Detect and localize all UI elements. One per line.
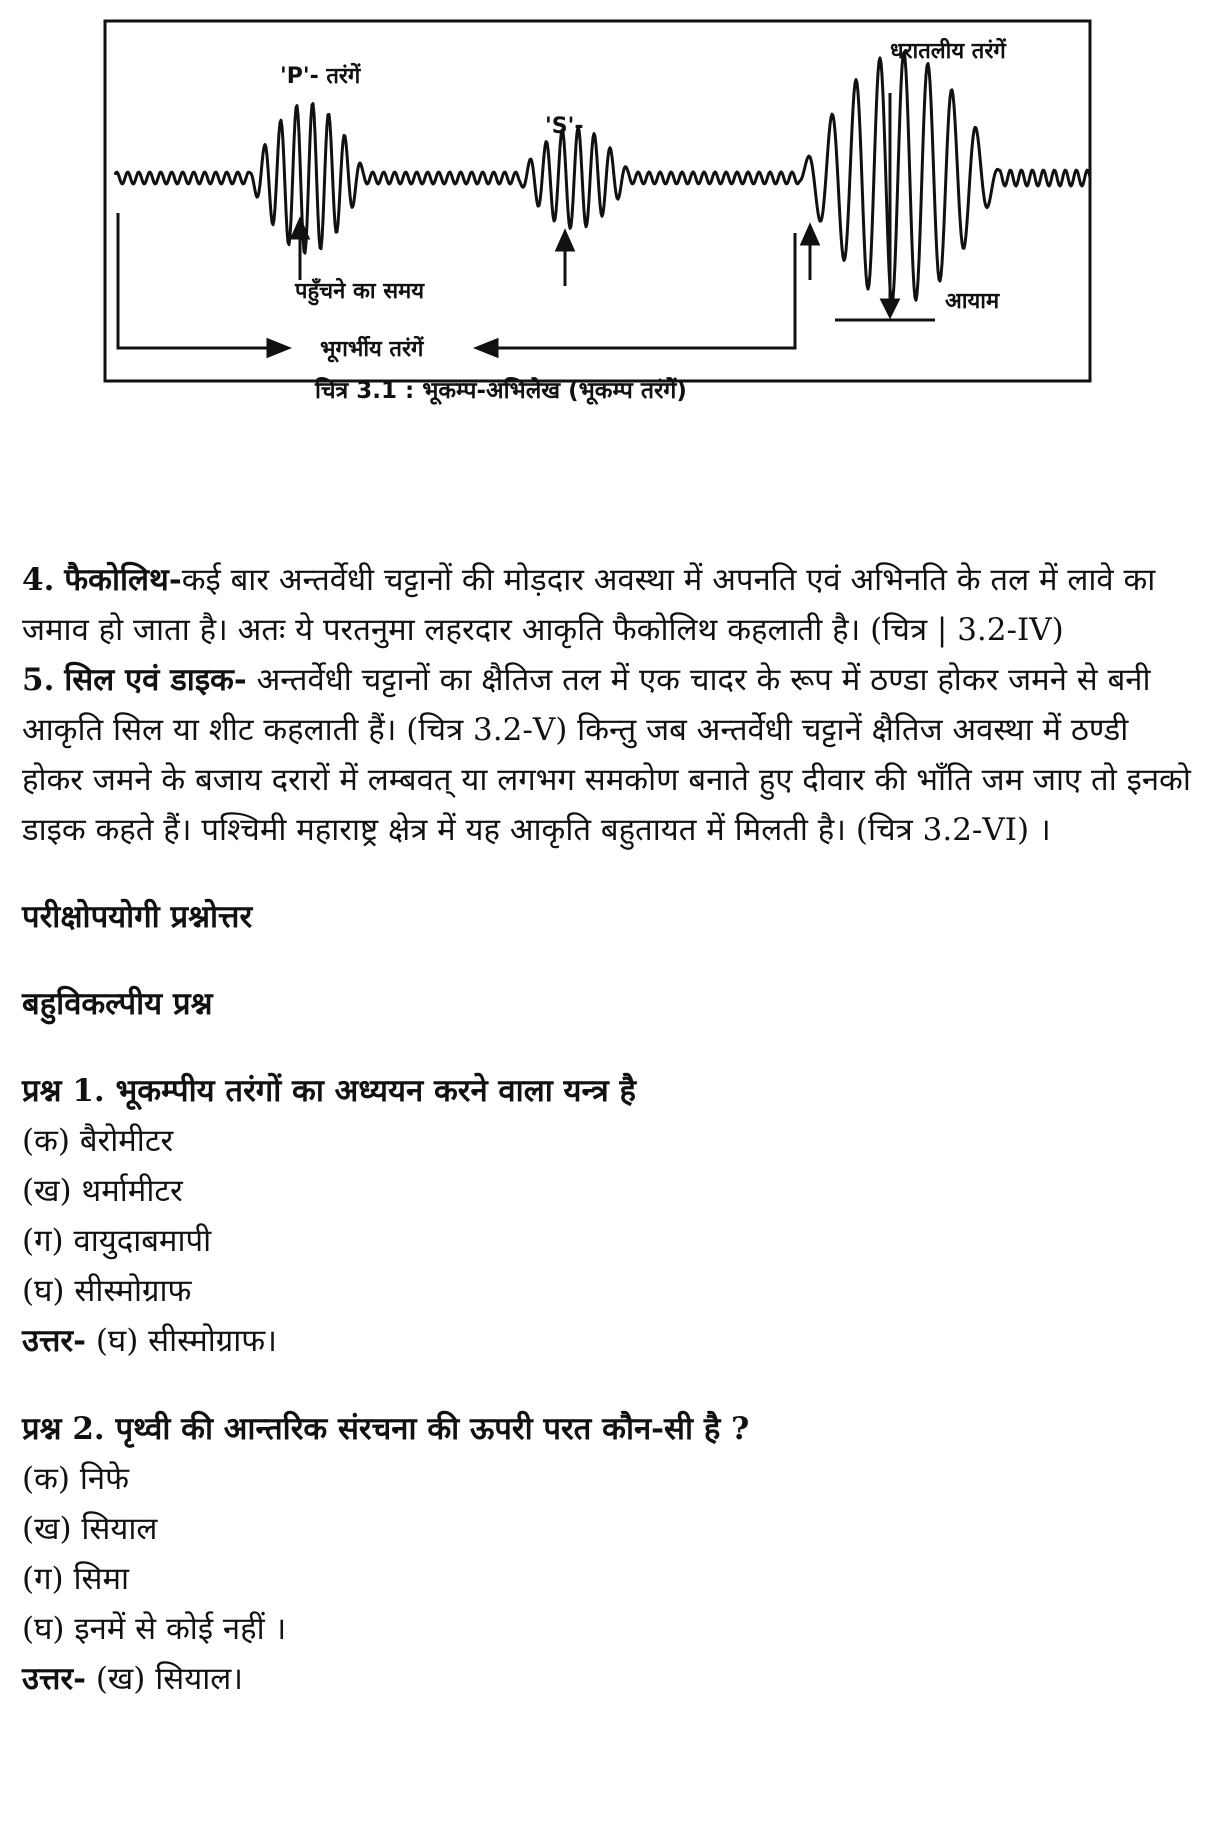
para4-number: 4. — [22, 562, 55, 598]
subsection-heading: बहुविकल्पीय प्रश्न — [22, 986, 213, 1022]
figure-caption: चित्र 3.1 : भूकम्प-अभिलेख (भूकम्प तरंगें) — [315, 378, 687, 404]
paragraph-phacolith — [22, 555, 1192, 655]
label-surface-waves: धरातलीय तरंगें — [890, 39, 1006, 64]
question-2-option-b: (ख) सियाल — [22, 1511, 158, 1547]
para5-number: 5. — [22, 662, 55, 698]
answer-label: उत्तर- — [22, 1323, 86, 1359]
question-1-answer — [22, 1316, 1192, 1366]
question-block-2 — [22, 1404, 1192, 1704]
question-block-1 — [22, 1066, 1192, 1366]
arrival-arrow-s — [557, 232, 573, 286]
para4-text: कई बार अन्तर्वेधी चट्टानों की मोड़दार अवस्था में अपनति एवं अभिनति के तल में लावे का जमाव हो जाता है। अतः ये परतनुमा लहरदार आकृति फैकोलिथ कहलाती है। (चित्र | 3.2-IV) — [22, 562, 1156, 648]
question-2-answer — [22, 1654, 1192, 1704]
question-1-option-c: (ग) वायुदाबमापी — [22, 1223, 212, 1259]
para5-text: अन्तर्वेधी चट्टानों का क्षैतिज तल में एक चादर के रूप में ठण्डा होकर जमने से बनी आकृति सिल या शीट कहलाती हैं। (चित्र 3.2-V) किन्तु जब अन्तर्वेधी चट्टानें क्षैतिज अवस्था में ठण्डी होकर जमने के बजाय दरारों में लम्बवत् या लगभग समकोण बनाते हुए दीवार की भाँति जम जाए तो इनको डाइक कहते हैं। पश्चिमी महाराष्ट्र क्षेत्र में यह आकृति बहुतायत में मिलती है। (चित्र 3.2-VI) । — [22, 662, 1191, 848]
label-p-waves: 'P'- तरंगें — [280, 64, 361, 89]
answer-text: (घ) सीस्मोग्राफ। — [85, 1323, 277, 1359]
answer-text: (ख) सियाल। — [85, 1661, 243, 1697]
section-heading: परीक्षोपयोगी प्रश्नोत्तर — [22, 899, 253, 935]
paragraph-sill-dyke — [22, 655, 1192, 855]
question-1-text: प्रश्न 1. भूकम्पीय तरंगों का अध्ययन करने वाला यन्त्र है — [22, 1073, 636, 1109]
question-2-option-c: (ग) सिमा — [22, 1561, 130, 1597]
label-amplitude: आयाम — [945, 289, 1000, 314]
body-waves-bracket — [118, 213, 795, 356]
text-body — [22, 555, 1192, 1704]
label-s-waves: 'S'- — [545, 114, 584, 139]
question-1-option-b: (ख) थर्मामीटर — [22, 1173, 183, 1209]
answer-label: उत्तर- — [22, 1661, 86, 1697]
question-2-text: प्रश्न 2. पृथ्वी की आन्तरिक संरचना की ऊपरी परत कौन-सी है ? — [22, 1411, 750, 1447]
label-arrival-time: पहुँचने का समय — [295, 279, 425, 304]
question-1-option-a: (क) बैरोमीटर — [22, 1123, 174, 1159]
arrival-arrow-surface — [802, 226, 818, 280]
seismogram-figure — [100, 18, 1120, 488]
label-body-waves: भूगर्भीय तरंगें — [320, 337, 424, 362]
question-1-option-d: (घ) सीस्मोग्राफ — [22, 1273, 192, 1309]
question-2-option-d: (घ) इनमें से कोई नहीं । — [22, 1611, 287, 1647]
para4-term: फैकोलिथ- — [64, 562, 182, 598]
question-2-option-a: (क) निफे — [22, 1461, 129, 1497]
seismogram-trace — [115, 52, 1090, 303]
para5-term: सिल एवं डाइक- — [64, 662, 247, 698]
figure-border — [105, 21, 1090, 381]
